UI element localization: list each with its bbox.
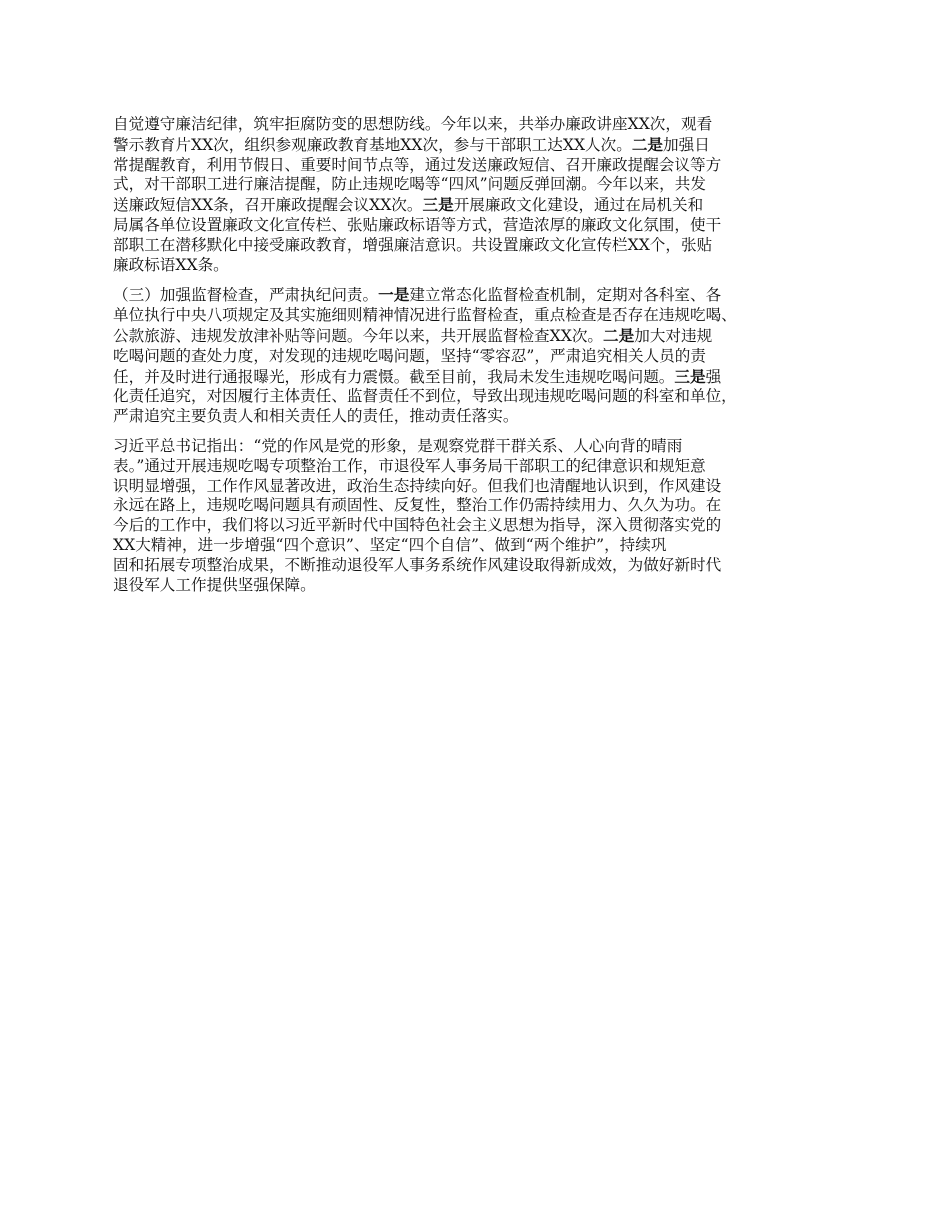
paragraph-conclusion bbox=[113, 437, 853, 595]
text-line bbox=[113, 306, 853, 326]
text-run: 化责任追究，对因履行主体责任、监督责任不到位，导致出现违规吃喝问题的科室和单位， bbox=[113, 387, 737, 406]
text-line bbox=[113, 477, 853, 497]
text-line bbox=[113, 236, 853, 256]
paragraph-anti-corruption-education bbox=[113, 115, 853, 275]
text-run: 自觉遵守廉洁纪律，筑牢拒腐防变的思想防线。今年以来，共举办廉政讲座XX次，观看 bbox=[113, 115, 713, 133]
bold-keyword: 三是 bbox=[674, 366, 706, 386]
bold-keyword: 二是 bbox=[603, 325, 635, 345]
text-line bbox=[113, 347, 853, 367]
text-run: 任，并及时进行通报曝光，形成有力震慑。截至目前，我局未发生违规吃喝问题。 bbox=[113, 367, 675, 386]
text-line bbox=[113, 216, 853, 236]
text-line bbox=[113, 457, 853, 477]
text-run: 部职工在潜移默化中接受廉政教育，增强廉洁意识。共设置廉政文化宣传栏XX个，张贴 bbox=[113, 235, 713, 254]
text-line bbox=[113, 195, 853, 216]
text-line bbox=[113, 437, 853, 457]
text-line bbox=[113, 576, 853, 596]
text-run: 今后的工作中，我们将以习近平新时代中国特色社会主义思想为指导，深入贯彻落实党的 bbox=[113, 516, 722, 535]
text-run: 强 bbox=[705, 367, 722, 386]
text-line bbox=[113, 135, 853, 156]
section-heading-run: （三）加强监督检查，严肃执纪问责。 bbox=[113, 286, 379, 305]
text-line bbox=[113, 536, 853, 556]
text-run: 廉政标语XX条。 bbox=[113, 255, 229, 274]
bold-keyword: 二是 bbox=[631, 134, 664, 154]
text-run: 表。”通过开展违规吃喝专项整治工作，市退役军人事务局干部职工的纪律意识和规矩意 bbox=[113, 456, 706, 475]
text-line bbox=[113, 516, 853, 536]
text-run: 局属各单位设置廉政文化宣传栏、张贴廉政标语等方式，营造浓厚的廉政文化氛围，使干 bbox=[113, 215, 722, 234]
text-run: 退役军人工作提供坚强保障。 bbox=[113, 575, 316, 594]
text-line bbox=[113, 175, 853, 195]
text-run: 单位执行中央八项规定及其实施细则精神情况进行监督检查，重点检查是否存在违规吃喝、 bbox=[113, 306, 737, 325]
text-line bbox=[113, 496, 853, 516]
text-line bbox=[113, 256, 853, 276]
text-line bbox=[113, 115, 853, 135]
text-run: 习近平总书记指出：“党的作风是党的形象，是观察党群干群关系、人心向背的晴雨 bbox=[113, 436, 683, 455]
text-line bbox=[113, 156, 853, 176]
text-run: 式，对干部职工进行廉洁提醒，防止违规吃喝等“四风”问题反弹回潮。今年以来，共发 bbox=[113, 175, 706, 194]
bold-keyword: 三是 bbox=[422, 195, 454, 215]
text-run: 加强日 bbox=[663, 135, 710, 154]
paragraph-supervision-inspection bbox=[113, 285, 853, 427]
text-run: 警示教育片XX次，组织参观廉政教育基地XX次，参与干部职工达XX人次。 bbox=[113, 135, 632, 154]
text-run: 吃喝问题的查处力度，对发现的违规吃喝问题，坚持“零容忍”，严肃追究相关人员的责 bbox=[113, 346, 706, 365]
text-run: 识明显增强，工作作风显著改进，政治生态持续向好。但我们也清醒地认识到，作风建设 bbox=[113, 476, 722, 495]
text-run: 固和拓展专项整治成果，不断推动退役军人事务系统作风建设取得新成效，为做好新时代 bbox=[113, 555, 722, 574]
document-page bbox=[113, 115, 853, 605]
text-run: 永远在路上，违规吃喝问题具有顽固性、反复性，整治工作仍需持续用力、久久为功。在 bbox=[113, 496, 722, 515]
text-run: XX大精神，进一步增强“四个意识”、坚定“四个自信”、做到“两个维护”，持续巩 bbox=[113, 535, 667, 554]
text-line bbox=[113, 407, 853, 427]
text-line bbox=[113, 367, 853, 388]
text-run: 建立常态化监督检查机制，定期对各科室、各 bbox=[409, 286, 722, 305]
text-line bbox=[113, 285, 853, 306]
text-run: 加大对违规 bbox=[634, 326, 713, 345]
text-run: 送廉政短信XX条，召开廉政提醒会议XX次。 bbox=[113, 196, 423, 215]
text-run: 常提醒教育，利用节假日、重要时间节点等，通过发送廉政短信、召开廉政提醒会议等方 bbox=[113, 155, 722, 174]
bold-keyword: 一是 bbox=[378, 285, 410, 305]
text-run: 严肃追究主要负责人和相关责任人的责任，推动责任落实。 bbox=[113, 407, 519, 426]
text-line bbox=[113, 556, 853, 576]
text-run: 公款旅游、违规发放津补贴等问题。今年以来，共开展监督检查XX次。 bbox=[113, 326, 604, 345]
text-line bbox=[113, 326, 853, 347]
text-run: 开展廉政文化建设，通过在局机关和 bbox=[453, 196, 704, 215]
text-line bbox=[113, 387, 853, 407]
